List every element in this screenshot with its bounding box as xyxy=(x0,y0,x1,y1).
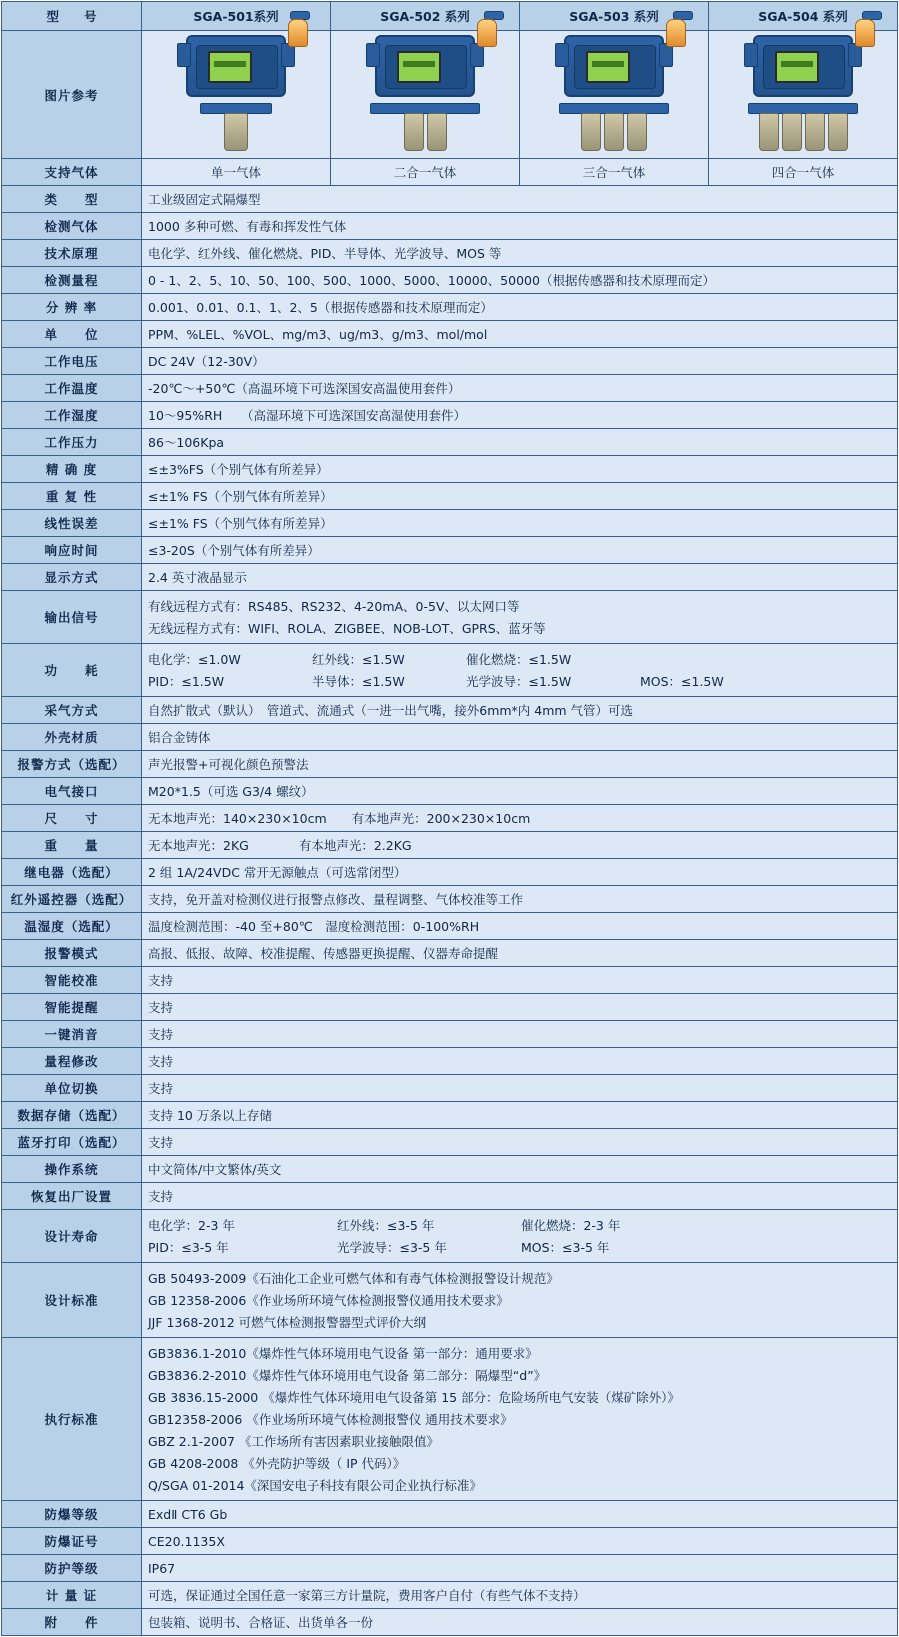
row-label: 智能校准 xyxy=(2,967,142,994)
row-label: 精 确 度 xyxy=(2,456,142,483)
table-row xyxy=(2,886,898,913)
row-label: 电气接口 xyxy=(2,778,142,805)
table-row xyxy=(2,240,898,267)
row-value: 2.4 英寸液晶显示 xyxy=(142,564,898,591)
sensor-icon xyxy=(759,113,779,151)
row-value: 支持 xyxy=(142,1129,898,1156)
row-value: 86～106Kpa xyxy=(142,429,898,456)
row-label: 温湿度（选配） xyxy=(2,913,142,940)
row-value: 支持 xyxy=(142,1075,898,1102)
table-row xyxy=(2,1501,898,1528)
table-row xyxy=(2,1156,898,1183)
row-label: 附 件 xyxy=(2,1609,142,1636)
model-header-502: SGA-502 系列 xyxy=(331,2,520,31)
detector-left-port-icon xyxy=(555,43,569,67)
row-value: ≤±1% FS（个别气体有所差异） xyxy=(142,510,898,537)
design-standard-row xyxy=(2,1263,898,1338)
row-label: 检测量程 xyxy=(2,267,142,294)
table-row xyxy=(2,537,898,564)
table-row xyxy=(2,1075,898,1102)
row-value: 高报、低报、故障、校准提醒、传感器更换提醒、仪器寿命提醒 xyxy=(142,940,898,967)
design-life-row xyxy=(2,1210,898,1263)
alarm-lamp-icon xyxy=(288,19,308,47)
row-label: 显示方式 xyxy=(2,564,142,591)
row-label: 工作电压 xyxy=(2,348,142,375)
row-label: 蓝牙打印（选配） xyxy=(2,1129,142,1156)
life-mos: MOS：≤3-5 年 xyxy=(520,1240,610,1255)
detector-screen-icon xyxy=(208,51,252,83)
sensor-icon xyxy=(782,113,802,151)
row-value: 无本地声光：140×230×10cm 有本地声光：200×230×10cm xyxy=(142,805,898,832)
row-label: 响应时间 xyxy=(2,537,142,564)
row-label: 恢复出厂设置 xyxy=(2,1183,142,1210)
exec-standard-label: 执行标准 xyxy=(2,1338,142,1501)
table-row xyxy=(2,1582,898,1609)
table-row xyxy=(2,1102,898,1129)
life-line-2 xyxy=(148,1236,891,1258)
table-row xyxy=(2,294,898,321)
table-row xyxy=(2,213,898,240)
row-label: 技术原理 xyxy=(2,240,142,267)
row-label: 检测气体 xyxy=(2,213,142,240)
row-value: 1000 多种可燃、有毒和挥发性气体 xyxy=(142,213,898,240)
row-label: 防爆证号 xyxy=(2,1528,142,1555)
table-row xyxy=(2,456,898,483)
table-row xyxy=(2,751,898,778)
row-label: 采气方式 xyxy=(2,697,142,724)
table-row xyxy=(2,778,898,805)
life-optical: 光学波导：≤3-5 年 xyxy=(336,1240,447,1255)
sensor-icon xyxy=(627,113,647,151)
row-label: 继电器（选配） xyxy=(2,859,142,886)
product-image-503 xyxy=(520,31,709,159)
gas-support-503: 三合一气体 xyxy=(520,159,709,186)
table-row xyxy=(2,1528,898,1555)
row-label: 工作湿度 xyxy=(2,402,142,429)
power-mos: MOS：≤1.5W xyxy=(639,674,724,689)
row-label: 计 量 证 xyxy=(2,1582,142,1609)
row-value: 支持 10 万条以上存储 xyxy=(142,1102,898,1129)
design-standard-line: JJF 1368-2012 可燃气体检测报警器型式评价大纲 xyxy=(148,1315,427,1330)
row-value: 10～95%RH （高湿环境下可选深国安高湿使用套件） xyxy=(142,402,898,429)
table-row xyxy=(2,375,898,402)
model-header-504: SGA-504 系列 xyxy=(709,2,898,31)
row-label: 重 量 xyxy=(2,832,142,859)
table-row xyxy=(2,832,898,859)
design-life-value xyxy=(142,1210,898,1263)
detector-illustration-3 xyxy=(559,35,669,151)
output-wired-line: 有线远程方式有：RS485、RS232、4-20mA、0-5V、以太网口等 xyxy=(148,599,520,614)
table-row xyxy=(2,267,898,294)
detector-illustration-2 xyxy=(370,35,480,151)
gas-support-row xyxy=(2,159,898,186)
row-label: 单位切换 xyxy=(2,1075,142,1102)
exec-standard-row xyxy=(2,1338,898,1501)
row-value: 工业级固定式隔爆型 xyxy=(142,186,898,213)
product-image-501 xyxy=(142,31,331,159)
detector-body-icon xyxy=(564,35,664,97)
row-value: ExdⅡ CT6 Gb xyxy=(142,1501,898,1528)
output-signal-value xyxy=(142,591,898,644)
row-value: 温度检测范围：-40 至+80℃ 湿度检测范围：0-100%RH xyxy=(142,913,898,940)
power-infrared: 红外线：≤1.5W xyxy=(311,652,405,667)
gas-support-504: 四合一气体 xyxy=(709,159,898,186)
row-label: 尺 寸 xyxy=(2,805,142,832)
table-row xyxy=(2,940,898,967)
detector-screen-icon xyxy=(397,51,441,83)
row-value: 包装箱、说明书、合格证、出货单各一份 xyxy=(142,1609,898,1636)
sensor-icon xyxy=(828,113,848,151)
detector-body-icon xyxy=(186,35,286,97)
row-label: 量程修改 xyxy=(2,1048,142,1075)
exec-standard-line: Q/SGA 01-2014《深国安电子科技有限公司企业执行标准》 xyxy=(148,1478,482,1493)
output-signal-row xyxy=(2,591,898,644)
row-value: ≤±3%FS（个别气体有所差异） xyxy=(142,456,898,483)
row-label: 防爆等级 xyxy=(2,1501,142,1528)
table-row xyxy=(2,564,898,591)
alarm-lamp-icon xyxy=(666,19,686,47)
row-value: 电化学、红外线、催化燃烧、PID、半导体、光学波导、MOS 等 xyxy=(142,240,898,267)
model-header-label: 型 号 xyxy=(2,2,142,31)
row-value: IP67 xyxy=(142,1555,898,1582)
sensor-group-icon xyxy=(748,113,858,151)
life-electrochemical: 电化学：2-3 年 xyxy=(148,1218,235,1233)
power-pid: PID：≤1.5W xyxy=(148,674,225,689)
row-label: 线性误差 xyxy=(2,510,142,537)
table-row xyxy=(2,697,898,724)
row-value: 0 - 1、2、5、10、50、100、500、1000、5000、10000、50000（根据传感器和技术原理而定） xyxy=(142,267,898,294)
sensor-group-icon xyxy=(370,113,480,151)
row-label: 智能提醒 xyxy=(2,994,142,1021)
row-value: CE20.1135X xyxy=(142,1528,898,1555)
row-label: 分 辨 率 xyxy=(2,294,142,321)
table-row xyxy=(2,429,898,456)
power-label: 功 耗 xyxy=(2,644,142,697)
exec-standard-line: GB 4208-2008 《外壳防护等级（ IP 代码）》 xyxy=(148,1456,406,1471)
gas-support-label: 支持气体 xyxy=(2,159,142,186)
sensor-group-icon xyxy=(186,113,286,151)
row-value: 自然扩散式（默认） 管道式、流通式（一进一出气嘴，接外6mm*内 4mm 气管）可选 xyxy=(142,697,898,724)
power-line-1 xyxy=(148,648,891,670)
row-value: 支持 xyxy=(142,1021,898,1048)
output-signal-label: 输出信号 xyxy=(2,591,142,644)
detector-left-port-icon xyxy=(366,43,380,67)
row-value: 支持，免开盖对检测仪进行报警点修改、量程调整、气体校准等工作 xyxy=(142,886,898,913)
exec-standard-line: GB3836.2-2010《爆炸性气体环境用电气设备 第二部分：隔爆型“d”》 xyxy=(148,1368,547,1383)
table-row xyxy=(2,967,898,994)
row-value: 无本地声光：2KG 有本地声光：2.2KG xyxy=(142,832,898,859)
exec-standard-value xyxy=(142,1338,898,1501)
table-row xyxy=(2,321,898,348)
alarm-lamp-icon xyxy=(477,19,497,47)
sensor-group-icon xyxy=(559,113,669,151)
sensor-icon xyxy=(805,113,825,151)
table-row xyxy=(2,402,898,429)
sensor-icon xyxy=(581,113,601,151)
life-catalytic: 催化燃烧：2-3 年 xyxy=(520,1218,621,1233)
row-value: 中文简体/中文繁体/英文 xyxy=(142,1156,898,1183)
table-row xyxy=(2,1021,898,1048)
detector-body-icon xyxy=(375,35,475,97)
product-image-502 xyxy=(331,31,520,159)
row-label: 类 型 xyxy=(2,186,142,213)
power-optical: 光学波导：≤1.5W xyxy=(465,674,572,689)
spec-sheet xyxy=(0,1,899,1636)
life-infrared: 红外线：≤3-5 年 xyxy=(336,1218,435,1233)
row-label: 重 复 性 xyxy=(2,483,142,510)
image-row xyxy=(2,31,898,159)
exec-standard-line: GB3836.1-2010《爆炸性气体环境用电气设备 第一部分：通用要求》 xyxy=(148,1346,538,1361)
table-row xyxy=(2,1183,898,1210)
model-header-503: SGA-503 系列 xyxy=(520,2,709,31)
power-line-2 xyxy=(148,670,891,692)
row-label: 报警模式 xyxy=(2,940,142,967)
table-row xyxy=(2,1129,898,1156)
table-row xyxy=(2,483,898,510)
table-row xyxy=(2,859,898,886)
table-row xyxy=(2,1555,898,1582)
sensor-icon xyxy=(604,113,624,151)
model-header-501: SGA-501系列 xyxy=(142,2,331,31)
row-label: 工作温度 xyxy=(2,375,142,402)
row-value: -20℃～+50℃（高温环境下可选深国安高温使用套件） xyxy=(142,375,898,402)
table-row xyxy=(2,348,898,375)
image-row-label: 图片参考 xyxy=(2,31,142,159)
table-row xyxy=(2,510,898,537)
exec-standard-line: GB12358-2006 《作业场所环境气体检测报警仪 通用技术要求》 xyxy=(148,1412,513,1427)
row-value: 声光报警+可视化颜色预警法 xyxy=(142,751,898,778)
detector-left-port-icon xyxy=(177,43,191,67)
design-standard-value xyxy=(142,1263,898,1338)
row-value: 支持 xyxy=(142,994,898,1021)
table-header-row xyxy=(2,2,898,31)
row-value: 铝合金铸体 xyxy=(142,724,898,751)
design-standard-line: GB 12358-2006《作业场所环境气体检测报警仪通用技术要求》 xyxy=(148,1293,509,1308)
sensor-icon xyxy=(224,113,248,151)
detector-left-port-icon xyxy=(744,43,758,67)
row-label: 操作系统 xyxy=(2,1156,142,1183)
detector-screen-icon xyxy=(586,51,630,83)
sensor-icon xyxy=(427,113,447,151)
row-label: 工作压力 xyxy=(2,429,142,456)
row-label: 外壳材质 xyxy=(2,724,142,751)
row-label: 报警方式（选配） xyxy=(2,751,142,778)
row-value: ≤±1% FS（个别气体有所差异） xyxy=(142,483,898,510)
row-value: DC 24V（12-30V） xyxy=(142,348,898,375)
detector-body-icon xyxy=(753,35,853,97)
power-catalytic: 催化燃烧：≤1.5W xyxy=(465,652,572,667)
table-row xyxy=(2,913,898,940)
design-life-label: 设计寿命 xyxy=(2,1210,142,1263)
row-value: M20*1.5（可选 G3/4 螺纹） xyxy=(142,778,898,805)
row-label: 单 位 xyxy=(2,321,142,348)
sensor-icon xyxy=(404,113,424,151)
table-row xyxy=(2,994,898,1021)
row-value: ≤3-20S（个别气体有所差异） xyxy=(142,537,898,564)
design-standard-label: 设计标准 xyxy=(2,1263,142,1338)
row-value: 支持 xyxy=(142,1183,898,1210)
table-row xyxy=(2,1609,898,1636)
row-label: 红外遥控器（选配） xyxy=(2,886,142,913)
alarm-lamp-icon xyxy=(855,19,875,47)
row-value: PPM、%LEL、%VOL、mg/m3、ug/m3、g/m3、mol/mol xyxy=(142,321,898,348)
gas-support-501: 单一气体 xyxy=(142,159,331,186)
output-wireless-line: 无线远程方式有：WIFI、ROLA、ZIGBEE、NOB-LOT、GPRS、蓝牙等 xyxy=(148,621,546,636)
power-row xyxy=(2,644,898,697)
power-value xyxy=(142,644,898,697)
row-value: 0.001、0.01、0.1、1、2、5（根据传感器和技术原理而定） xyxy=(142,294,898,321)
table-row xyxy=(2,724,898,751)
gas-support-502: 二合一气体 xyxy=(331,159,520,186)
table-row xyxy=(2,805,898,832)
life-line-1 xyxy=(148,1214,891,1236)
life-pid: PID：≤3-5 年 xyxy=(148,1240,229,1255)
row-label: 一键消音 xyxy=(2,1021,142,1048)
table-row xyxy=(2,1048,898,1075)
product-image-504 xyxy=(709,31,898,159)
exec-standard-line: GBZ 2.1-2007 《工作场所有害因素职业接触限值》 xyxy=(148,1434,439,1449)
row-value: 2 组 1A/24VDC 常开无源触点（可选常闭型） xyxy=(142,859,898,886)
detector-illustration-1 xyxy=(186,35,286,151)
exec-standard-line: GB 3836.15-2000 《爆炸性气体环境用电气设备第 15 部分：危险场所电气安装（煤矿除外）》 xyxy=(148,1390,680,1405)
power-electrochemical: 电化学：≤1.0W xyxy=(148,652,241,667)
spec-table xyxy=(1,1,898,1636)
row-label: 防护等级 xyxy=(2,1555,142,1582)
design-standard-line: GB 50493-2009《石油化工企业可燃气体和有毒气体检测报警设计规范》 xyxy=(148,1271,559,1286)
detector-illustration-4 xyxy=(748,35,858,151)
row-value: 可选，保证通过全国任意一家第三方计量院，费用客户自付（有些气体不支持） xyxy=(142,1582,898,1609)
table-row xyxy=(2,186,898,213)
row-label: 数据存储（选配） xyxy=(2,1102,142,1129)
power-semiconductor: 半导体：≤1.5W xyxy=(311,674,405,689)
row-value: 支持 xyxy=(142,1048,898,1075)
detector-screen-icon xyxy=(775,51,819,83)
row-value: 支持 xyxy=(142,967,898,994)
